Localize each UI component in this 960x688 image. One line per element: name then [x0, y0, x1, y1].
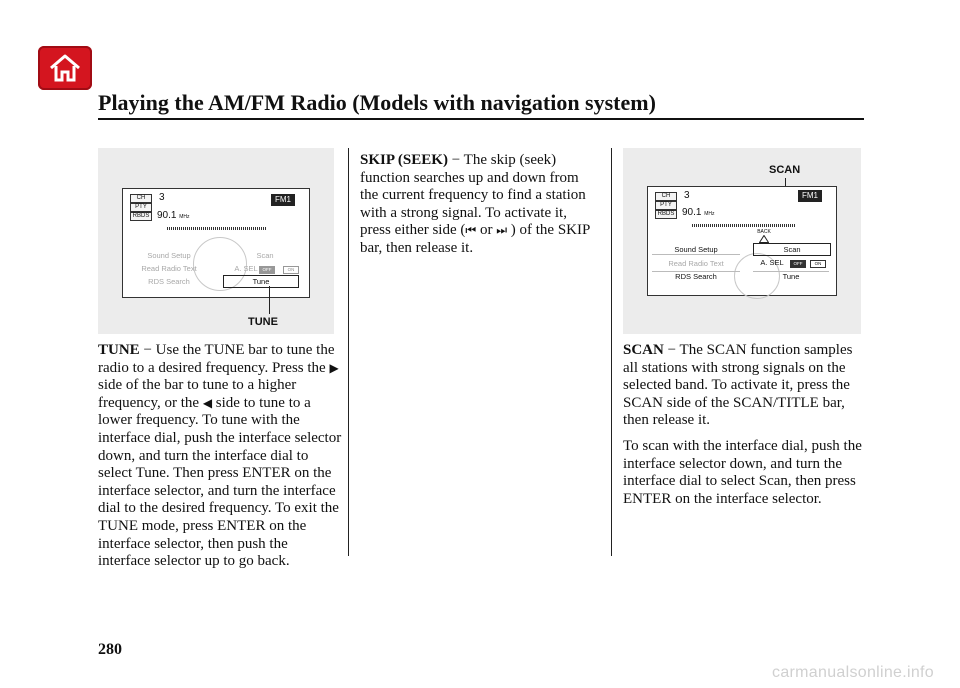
scan-description [623, 342, 865, 516]
rbds-tag: RBDS [130, 212, 152, 221]
pty-tag: PTY [655, 201, 677, 210]
menu-rds-search: RDS Search [148, 277, 190, 286]
back-label: BACK [757, 229, 771, 235]
menu-tune: Tune [223, 275, 299, 288]
menu-a-sel: A. SEL [760, 258, 784, 267]
channel-number: 3 [159, 192, 165, 203]
skip-term: SKIP (SEEK) [360, 152, 448, 168]
a-sel-off: OFF [259, 266, 275, 274]
menu-sound-setup: Sound Setup [147, 251, 191, 260]
frequency-unit: MHz [179, 214, 190, 220]
frequency-scale [692, 224, 796, 227]
frequency-value: 90.1 [157, 210, 177, 221]
frequency-value: 90.1 [682, 207, 702, 218]
menu-scan: Scan [256, 251, 274, 260]
scan-paragraph-2: To scan with the interface dial, push the interface selector down, and turn the interface dial to select Scan, then press ENTER on the interface selector. [623, 437, 862, 507]
skip-description [360, 152, 600, 266]
frequency-display [157, 210, 190, 221]
skip-text-2: or [479, 222, 493, 239]
a-sel-on: ON [810, 260, 826, 268]
menu-read-radio-text: Read Radio Text [668, 259, 724, 268]
a-sel-off: OFF [790, 260, 806, 268]
frequency-display [682, 207, 715, 218]
scan-term: SCAN [623, 342, 664, 358]
radio-screen [122, 188, 310, 298]
back-arrow-icon [759, 235, 769, 243]
tune-description [98, 342, 342, 579]
ch-tag: CH [655, 192, 677, 201]
tune-term: TUNE [98, 342, 140, 358]
tune-text-1: Use the TUNE bar to tune the radio to a desired frequency. Press the [98, 342, 335, 376]
menu-a-sel: A. SEL [234, 264, 258, 273]
tune-leader-line [269, 286, 270, 314]
tune-figure [98, 148, 334, 334]
band-indicator: FM1 [271, 194, 295, 206]
menu-scan: Scan [753, 243, 831, 256]
home-icon [48, 52, 82, 84]
frequency-unit: MHz [704, 211, 715, 217]
menu-sound-setup: Sound Setup [652, 245, 740, 255]
rbds-tag: RBDS [655, 210, 677, 219]
scan-dash: − [667, 342, 677, 358]
tune-text-3: side to tune to a lower frequency. To tune with the interface dial, push the interface selector down, and turn the interface dial to select Tune. Then press ENTER on the interface selector, and turn the interface dial to the desired frequency. To exit the TUNE mode, press ENTER on the interface selector, then push the interface selector up to go back. [98, 394, 342, 570]
play-left-icon: ◀ [202, 395, 213, 410]
skip-text-3: ) of the SKIP bar, then release it. [360, 222, 590, 256]
watermark: carmanualsonline.info [772, 664, 934, 681]
header-rule [98, 118, 864, 120]
radio-screen [647, 186, 837, 296]
scan-text-1: The SCAN function samples all stations with strong signals on the selected band. To activate it, press the SCAN side of the SCAN/TITLE bar, then release it. [623, 342, 853, 429]
menu-tune: Tune [753, 271, 829, 281]
channel-number: 3 [684, 190, 690, 201]
tune-paragraph [98, 342, 342, 571]
skip-paragraph [360, 152, 600, 258]
page-title: Playing the AM/FM Radio (Models with navigation system) [98, 90, 656, 115]
skip-forward-icon: ⏭ [496, 223, 508, 238]
home-button[interactable] [38, 46, 92, 90]
menu-read-radio-text: Read Radio Text [141, 264, 197, 273]
a-sel-on: ON [283, 266, 299, 274]
skip-back-icon: ⏮ [465, 223, 477, 238]
skip-dash: − [451, 152, 461, 168]
skip-text-1: The skip (seek) function searches up and down from the current frequency to find a station with a strong signal. To activate it, press either side ( [360, 152, 586, 239]
ch-tag: CH [130, 194, 152, 203]
tune-callout: TUNE [248, 316, 278, 328]
tune-text-2: side of the bar to tune to a higher frequency, or the [98, 377, 297, 411]
scan-paragraph-1 [623, 342, 865, 430]
column-divider-2 [611, 148, 612, 556]
tune-dash: − [143, 342, 152, 358]
play-right-icon: ▶ [329, 360, 339, 375]
frequency-scale [167, 227, 267, 230]
page-number: 280 [98, 641, 122, 658]
band-indicator: FM1 [798, 190, 822, 202]
scan-figure [623, 148, 861, 334]
pty-tag: PTY [130, 203, 152, 212]
menu-rds-search: RDS Search [652, 271, 740, 281]
column-divider-1 [348, 148, 349, 556]
scan-callout: SCAN [769, 164, 801, 176]
